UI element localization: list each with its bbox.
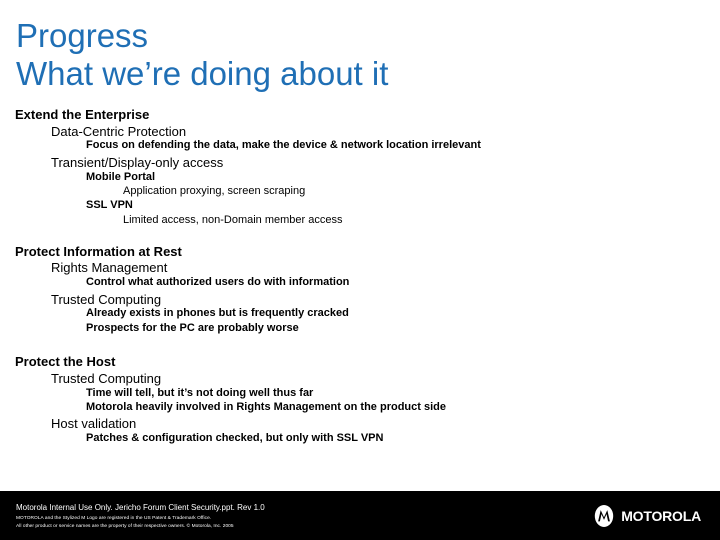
section-heading-protect-the-host: Protect the Host <box>15 354 116 369</box>
item-rights-management: Rights Management <box>51 260 168 275</box>
motorola-logo <box>594 504 701 528</box>
detail-application-proxying: Application proxying, screen scraping <box>123 185 306 197</box>
item-transient-display-only-access: Transient/Display-only access <box>51 155 224 170</box>
slide-title-line-1: Progress <box>16 17 149 54</box>
item-data-centric-protection: Data-Centric Protection <box>51 124 187 139</box>
item-trusted-computing-information: Trusted Computing <box>51 292 162 307</box>
detail-limited-access: Limited access, non-Domain member access <box>123 214 343 226</box>
motorola-m-logo-icon <box>594 504 614 528</box>
point-pc-prospects: Prospects for the PC are probably worse <box>86 322 299 334</box>
point-time-will-tell: Time will tell, but it’s not doing well thus far <box>86 387 314 399</box>
item-trusted-computing-host: Trusted Computing <box>51 371 162 386</box>
section-heading-protect-information-at-rest: Protect Information at Rest <box>15 244 182 259</box>
subitem-mobile-portal: Mobile Portal <box>86 171 156 183</box>
item-host-validation: Host validation <box>51 416 137 431</box>
motorola-wordmark: MOTOROLA <box>621 508 701 524</box>
point-motorola-rights-management: Motorola heavily involved in Rights Management on the product side <box>86 401 446 413</box>
slide-title-line-2: What we’re doing about it <box>16 55 389 92</box>
point-phones-cracked: Already exists in phones but is frequently cracked <box>86 307 349 319</box>
footer-document-info: Motorola Internal Use Only. Jericho Forum Client Security.ppt. Rev 1.0 <box>16 503 265 512</box>
subitem-ssl-vpn: SSL VPN <box>86 199 133 211</box>
point-focus-defending-data: Focus on defending the data, make the device & network location irrelevant <box>86 139 481 151</box>
footer-bar <box>0 491 720 540</box>
point-patches-configuration: Patches & configuration checked, but only with SSL VPN <box>86 432 384 444</box>
section-heading-extend-enterprise: Extend the Enterprise <box>15 107 150 122</box>
point-control-authorized-users: Control what authorized users do with information <box>86 276 350 288</box>
footer-legal-line-2: All other product or service names are the property of their respective owners. © Motorola, Inc. 2005 <box>16 524 234 529</box>
footer-legal-line-1: MOTOROLA and the Stylized M Logo are registered in the US Patent & Trademark Office. <box>16 516 212 521</box>
